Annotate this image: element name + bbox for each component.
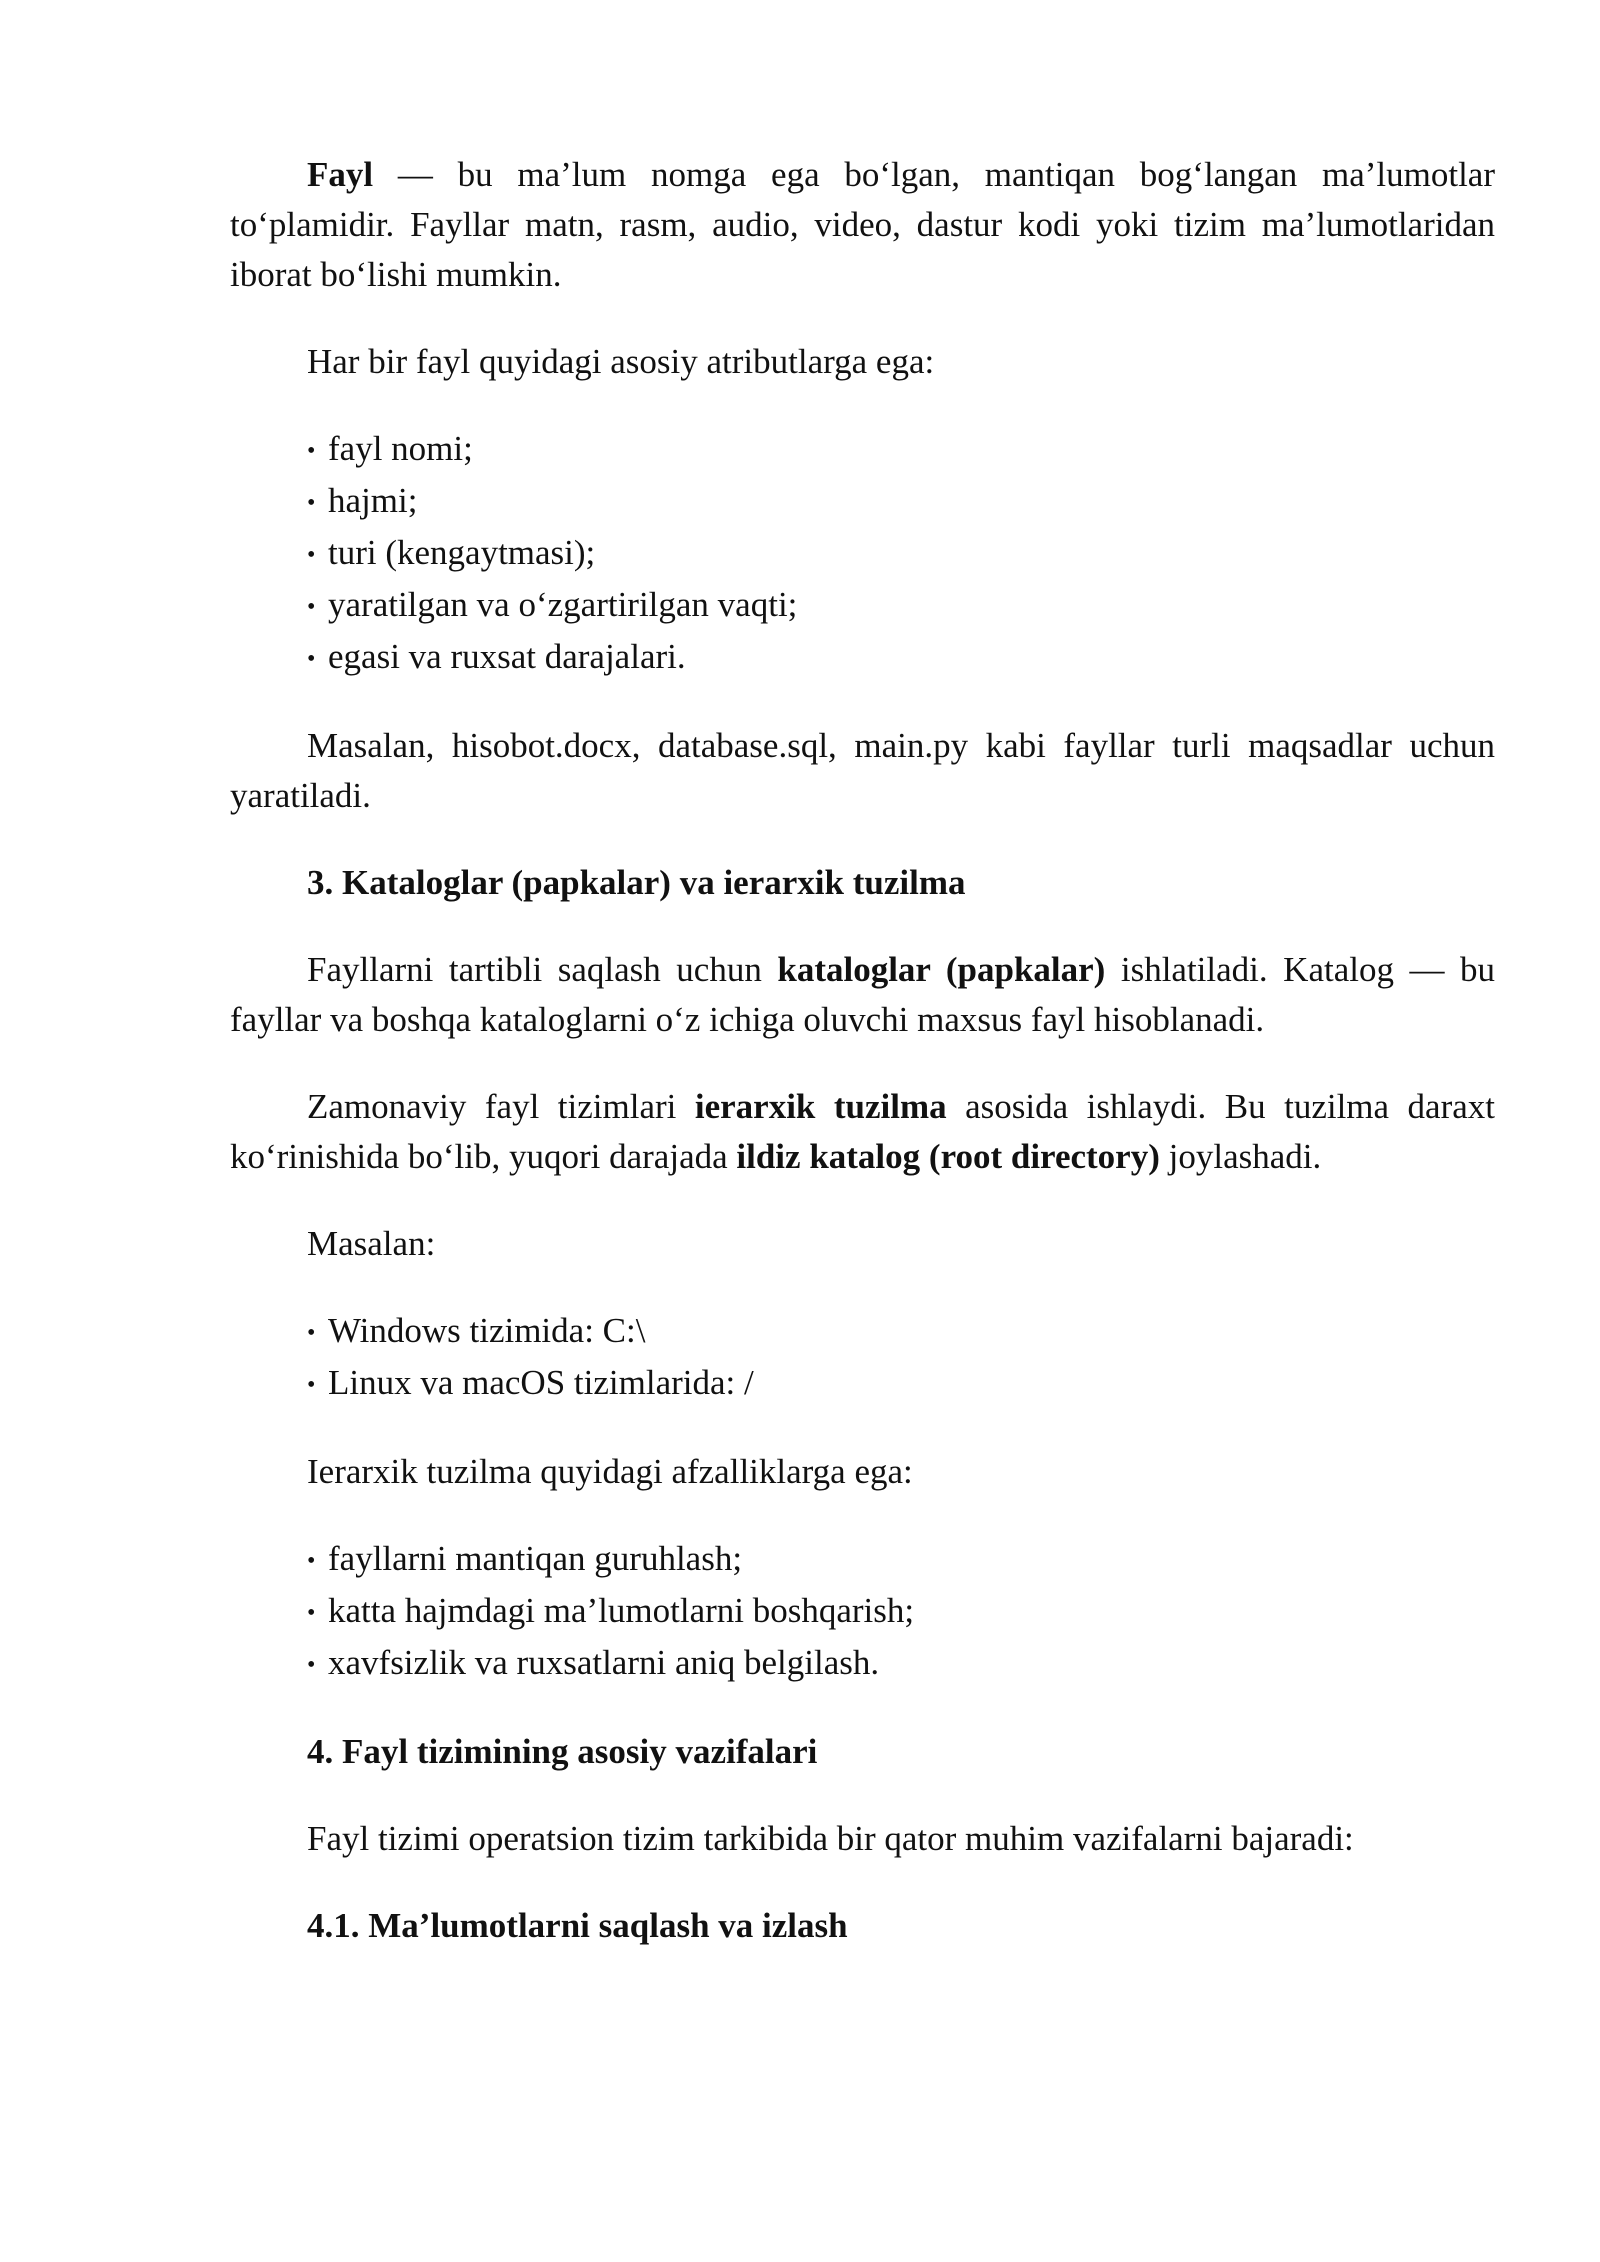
list-item: • egasi va ruxsat darajalari. <box>307 632 1495 684</box>
bullet-icon: • <box>307 438 316 464</box>
list-item: • yaratilgan va o‘zgartirilgan vaqti; <box>307 580 1495 632</box>
section-heading-4: 4. Fayl tizimining asosiy vazifalari <box>307 1732 818 1771</box>
root-directory-term: ildiz katalog (root directory) <box>736 1137 1160 1176</box>
root-examples-list <box>230 1306 1495 1410</box>
bullet-icon: • <box>307 646 316 672</box>
bullet-icon: • <box>307 542 316 568</box>
example-label-paragraph: Masalan: <box>307 1224 436 1263</box>
bullet-icon: • <box>307 1372 316 1398</box>
advantages-list <box>230 1534 1495 1690</box>
bullet-icon: • <box>307 1548 316 1574</box>
list-item: • hajmi; <box>307 476 1495 528</box>
file-term: Fayl <box>307 155 374 194</box>
section-heading-3: 3. Kataloglar (papkalar) va ierarxik tuzilma <box>307 863 966 902</box>
file-definition-text: — bu ma’lum nomga ega bo‘lgan, mantiqan bog‘langan ma’lumotlar to‘plamidir. Fayllar matn, rasm, audio, video, dastur kodi yoki tizim ma’lumotlaridan iborat bo‘lishi mumkin. <box>230 155 1495 294</box>
bullet-icon: • <box>307 490 316 516</box>
list-item: • Windows tizimida: C:\ <box>307 1306 1495 1358</box>
attributes-intro-paragraph: Har bir fayl quyidagi asosiy atributlarga ega: <box>307 342 935 381</box>
bullet-icon: • <box>307 594 316 620</box>
catalogs-paragraph: Fayllarni tartibli saqlash uchun kataloglar (papkalar) ishlatiladi. Katalog — bu fayllar va boshqa kataloglarni o‘z ichiga oluvchi maxsus fayl hisoblanadi. <box>230 950 1496 1039</box>
bullet-icon: • <box>307 1652 316 1678</box>
catalogs-term: kataloglar (papkalar) <box>777 950 1106 989</box>
file-examples-paragraph: Masalan, hisobot.docx, database.sql, main.py kabi fayllar turli maqsadlar uchun yaratiladi. <box>230 726 1495 815</box>
list-item: • xavfsizlik va ruxsatlarni aniq belgilash. <box>307 1638 1495 1690</box>
list-item: • Linux va macOS tizimlarida: / <box>307 1358 1495 1410</box>
hierarchy-paragraph: Zamonaviy fayl tizimlari ierarxik tuzilma asosida ishlaydi. Bu tuzilma daraxt ko‘rinishida bo‘lib, yuqori darajada ildiz katalog (root directory) joylashadi. <box>230 1087 1496 1176</box>
subsection-heading-4-1: 4.1. Ma’lumotlarni saqlash va izlash <box>307 1906 848 1945</box>
list-item: • turi (kengaytmasi); <box>307 528 1495 580</box>
attributes-list <box>230 424 1495 684</box>
file-definition-paragraph <box>230 150 1495 300</box>
advantages-intro-paragraph: Ierarxik tuzilma quyidagi afzalliklarga ega: <box>307 1452 913 1491</box>
functions-intro-paragraph: Fayl tizimi operatsion tizim tarkibida bir qator muhim vazifalarni bajaradi: <box>307 1819 1354 1858</box>
list-item: • fayl nomi; <box>307 424 1495 476</box>
document-page <box>230 150 1495 1988</box>
bullet-icon: • <box>307 1320 316 1346</box>
bullet-icon: • <box>307 1600 316 1626</box>
list-item: • katta hajmdagi ma’lumotlarni boshqarish; <box>307 1586 1495 1638</box>
list-item: • fayllarni mantiqan guruhlash; <box>307 1534 1495 1586</box>
hierarchy-term: ierarxik tuzilma <box>694 1087 947 1126</box>
